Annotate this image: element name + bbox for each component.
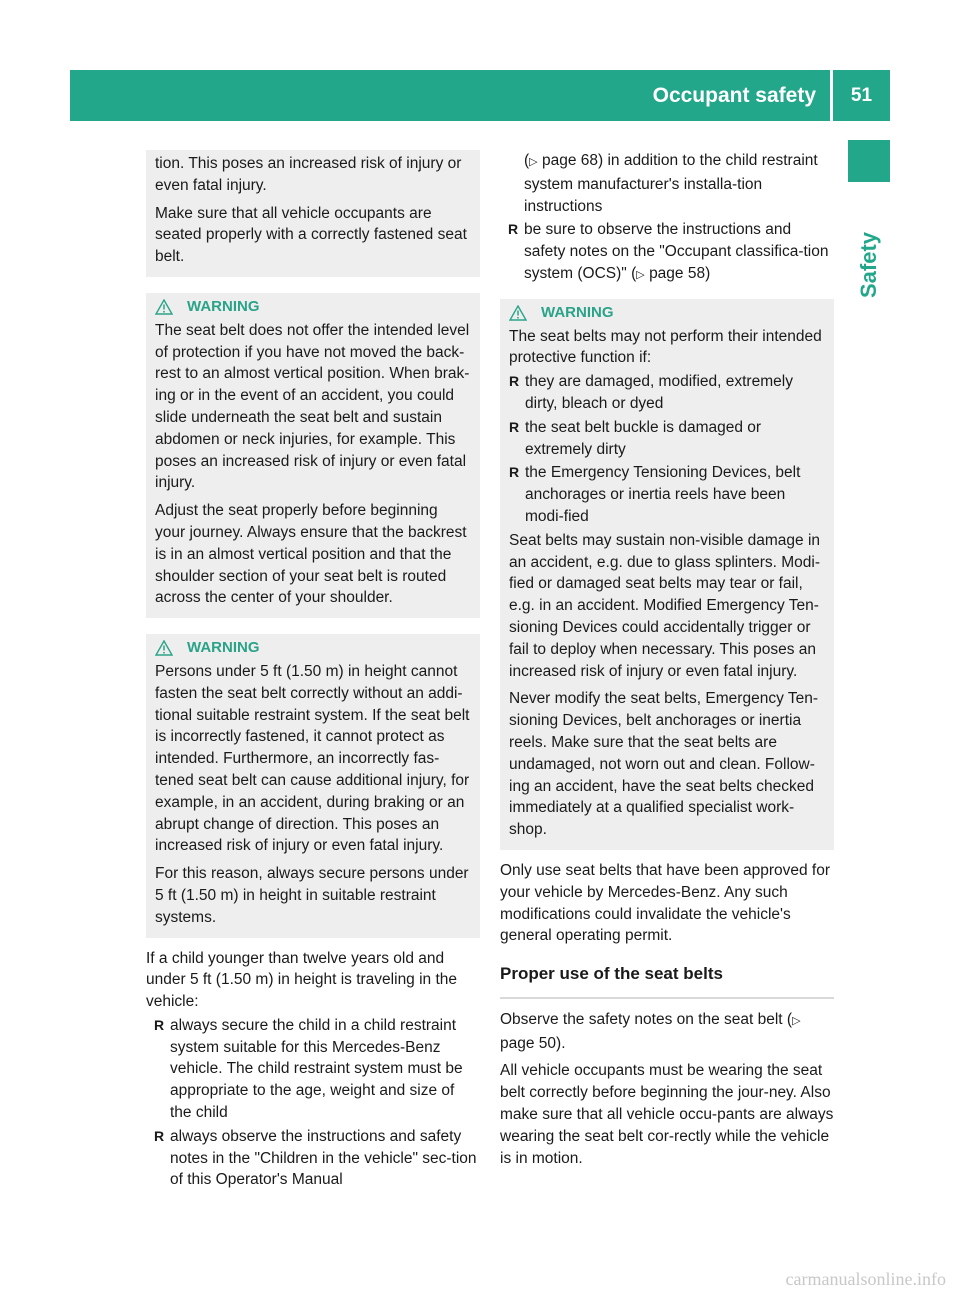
warning-3-text-1: Seat belts may sustain non-visible damage in an accident, e.g. due to glass splinters. Modi-fied or damaged seat belts may tear or fail, e.g. in an accident. Modified Emergency Ten-sioning Devices could accidentally trigger or fail to deploy when necessary. This poses an increased risk of injury or even fatal injury.: [509, 531, 821, 680]
warning-box-2: [146, 634, 480, 937]
page-number: 51: [850, 85, 873, 106]
warning-3-bullet-list: [509, 371, 825, 528]
warning-heading-2: WARNING: [155, 637, 471, 659]
child-bullet-list: [154, 1015, 480, 1191]
warning-3-text-2: Never modify the seat belts, Emergency Ten-sioning Devices, belt anchorages or inertia reels. Make sure that the seat belts are undamaged, not worn out and clean. Follow-ing an accident, have the seat belts checked immediately at a qualified specialist work-shop.: [509, 690, 818, 839]
watermark: carmanualsonline.info: [785, 1269, 946, 1289]
left-column: [146, 150, 480, 1193]
list-item: R always secure the child in a child restraint system suitable for this Mercedes-Benz vehicle. The child restraint system must be appropriate to the age, weight and size of the child: [154, 1016, 463, 1122]
observe-paragraph: Observe the safety notes on the seat belt (▷ page 50).: [500, 1010, 801, 1052]
warning-box-1: [146, 293, 480, 618]
intro-text-1: tion. This poses an increased risk of injury or even fatal injury.: [155, 155, 462, 194]
page-ref-link[interactable]: page 58): [649, 264, 711, 282]
bullet-mark: R: [509, 418, 520, 435]
list-item: R be sure to observe the instructions and safety notes on the "Occupant classifica-tion system (OCS)" (▷ page 58): [508, 221, 829, 282]
bullet-mark: R: [509, 373, 520, 390]
list-item: R they are damaged, modified, extremely dirty, bleach or dyed: [509, 373, 793, 412]
list-item: R always observe the instructions and safety notes in the "Children in the vehicle" sec-tion of this Operator's Manual: [154, 1127, 477, 1189]
warning-3-intro: The seat belts may not perform their intended protective function if:: [509, 327, 822, 367]
warning-box-3: [500, 299, 834, 850]
side-color-block: [848, 140, 890, 182]
list-item: R the Emergency Tensioning Devices, belt anchorages or inertia reels have been modi-fied: [509, 464, 801, 525]
page-ref-arrow-icon: ▷: [529, 156, 538, 168]
header-title: Occupant safety: [652, 84, 816, 107]
bullet-mark: R: [154, 1016, 165, 1033]
warning-triangle-icon: [155, 299, 173, 315]
bullet-mark: R: [508, 221, 519, 238]
final-paragraph: All vehicle occupants must be wearing the seat belt correctly before beginning the jour-ney. Also make sure that all vehicle occu-pants are always wearing the seat belt cor-rectly while the vehicle is in motion.: [500, 1062, 834, 1167]
bullet-mark: R: [509, 464, 520, 481]
header-bar: [70, 70, 890, 121]
continued-text: (▷ page 68) in addition to the child restraint system manufacturer's installa-tion instructions: [524, 152, 818, 215]
warning-heading-1: WARNING: [155, 296, 471, 318]
warning-2-text-2: For this reason, always secure persons under 5 ft (1.50 m) in height in suitable restraint systems.: [155, 865, 469, 926]
side-tab-label: Safety: [856, 231, 882, 299]
child-paragraph: If a child younger than twelve years old and under 5 ft (1.50 m) in height is traveling in the vehicle:: [146, 949, 458, 1011]
warning-triangle-icon: [509, 305, 527, 321]
page-ref-arrow-icon: ▷: [792, 1014, 801, 1027]
list-item: R the seat belt buckle is damaged or extremely dirty: [509, 418, 762, 458]
bullet-mark: R: [154, 1127, 165, 1144]
warning-2-text-1: Persons under 5 ft (1.50 m) in height cannot fasten the seat belt correctly without an addi-tional suitable restraint system. If the seat belt is incorrectly fastened, it cannot protect as intended. Furthermore, an incorrectly fas-tened seat belt can cause additional injury, for example, in an accident, during braking or an abrupt change of direction. This poses an increased risk of injury or even fatal injury.: [155, 662, 470, 855]
page-ref-arrow-icon: ▷: [636, 268, 645, 281]
right-column: [500, 150, 834, 1169]
approved-paragraph: Only use seat belts that have been approved for your vehicle by Mercedes-Benz. Any such modifications could invalidate the vehicle's general operating permit.: [500, 861, 831, 945]
warning-heading-3: WARNING: [509, 302, 825, 324]
intro-box: [146, 150, 480, 277]
ocs-bullet-list: [508, 219, 834, 286]
warning-1-text-2: Adjust the seat properly before beginning your journey. Always ensure that the backrest is in an almost vertical position and that the shoulder section of your seat belt is routed across the center of your shoulder.: [155, 502, 467, 607]
side-tab: [848, 190, 890, 340]
page-ref-link[interactable]: page 50).: [500, 1034, 566, 1052]
intro-text-2: Make sure that all vehicle occupants are seated properly with a correctly fastened seat belt.: [155, 204, 467, 266]
section-heading: Proper use of the seat belts: [500, 963, 834, 999]
warning-triangle-icon: [155, 640, 173, 656]
warning-1-text-1: The seat belt does not offer the intended level of protection if you have not moved the back-rest to an almost vertical position. When brak-ing or in the event of an accident, you could slide underneath the seat belt and sustain abdomen or neck injuries, for example. This poses an increased risk of injury or even fatal injury.: [155, 321, 470, 492]
